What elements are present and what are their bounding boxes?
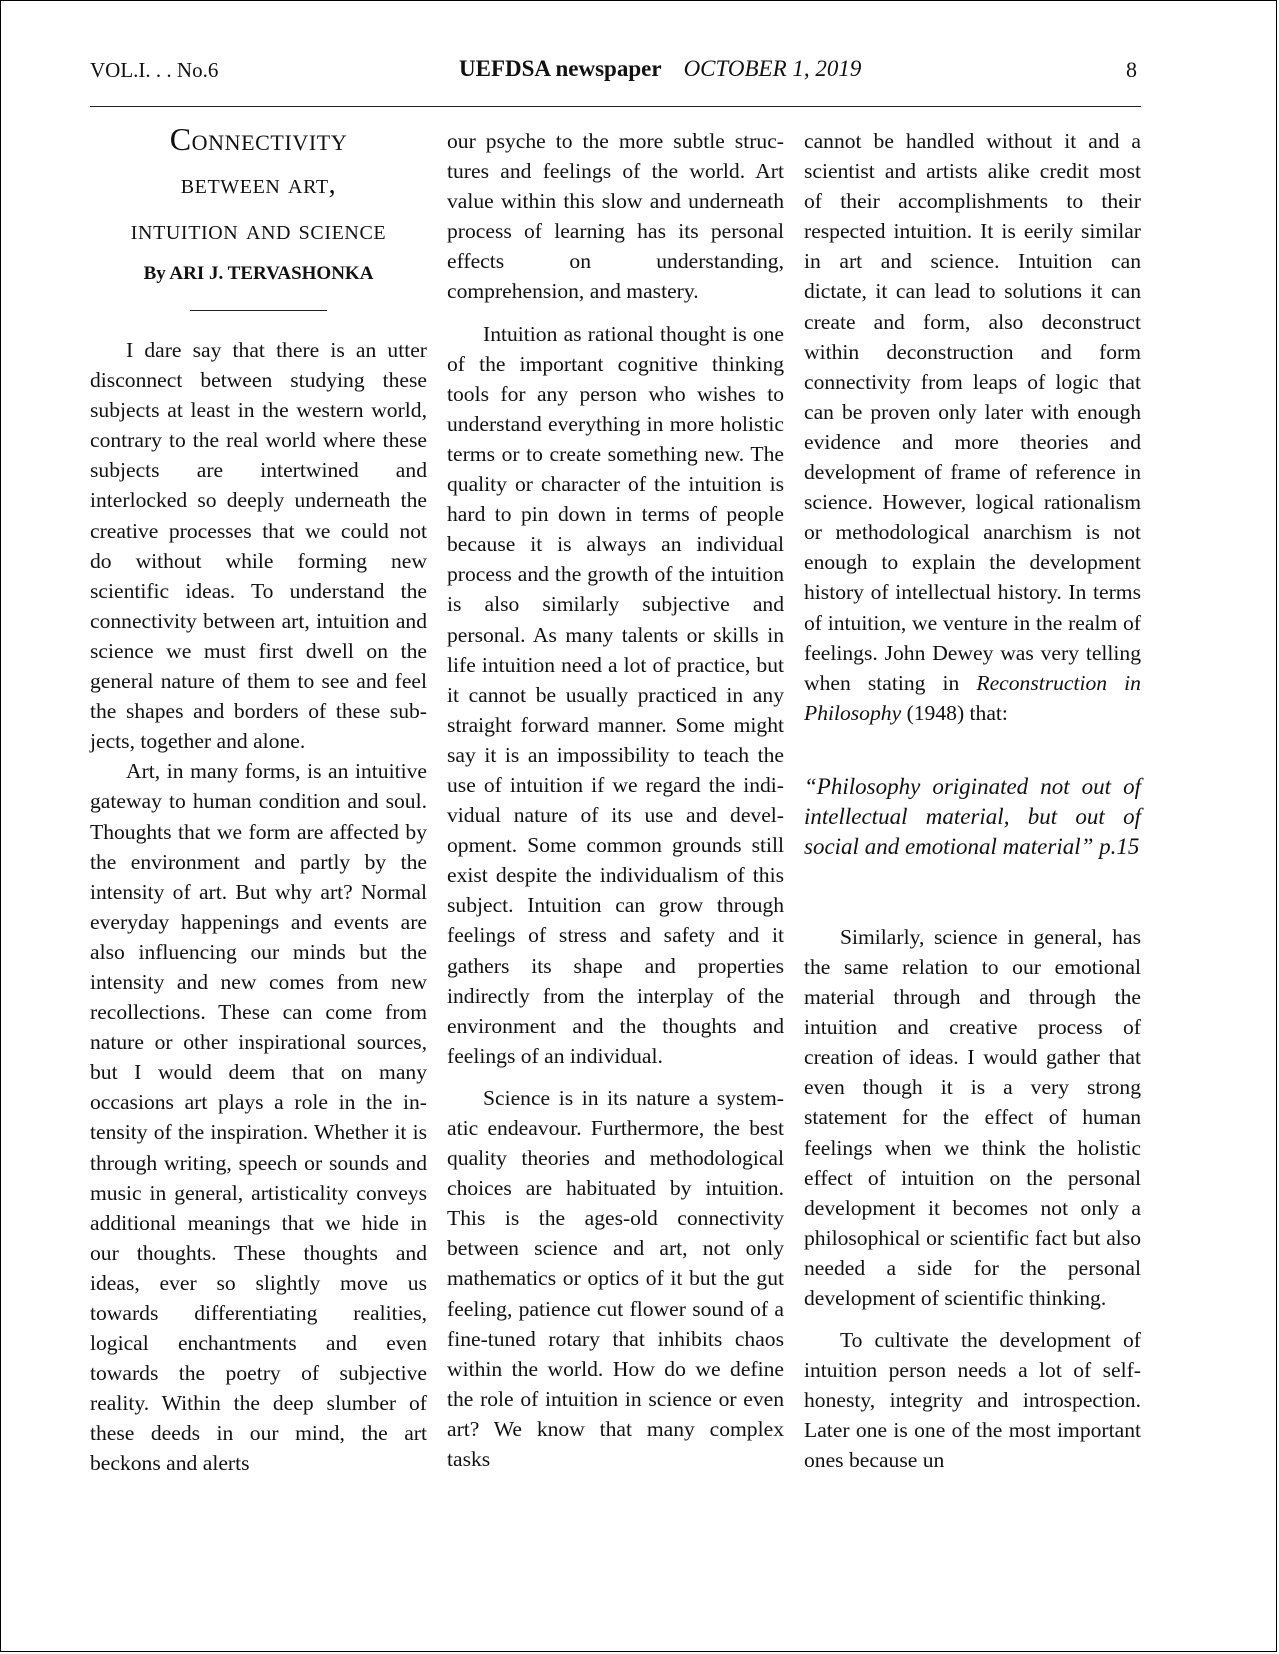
article-title-line-3: intuition and science: [130, 215, 387, 246]
paragraph: Similarly, science in general, has the same relation to our emotional material through and through the intuition and creative process of creation of ideas. I would gather that even though it is a very strong statement for the effect of human feelings when we think the holistic effect of intuition on the personal development it becomes not only a philosophical or scientific fact but also needed a side for the personal development of scientific thinking.: [804, 924, 1141, 1310]
paragraph: Art, in many forms, is an intuitive gateway to human condition and soul. Thoughts that we form are affected by the environment and partly by the intensity of art. But why art? Normal everyday happenings and events are also influencing our minds but the intensity and new comes from new recollections. These can come from nature or other inspirational sources, but I would deem that on many occasions art plays a role in the intensity of the inspiration. Whether it is through writing, speech or sounds and music in general, artisticality conveys additional meanings that we hide in our thoughts. These thoughts and ideas, ever so slightly move us towards differentiating realities, logical enchantments and even towards the poetry of subjective reality. Within the deep slumber of these deeds in our mind, the art beckons and alerts: [90, 759, 427, 1476]
column-2: [447, 126, 784, 1474]
paragraph-text: (1948) that:: [901, 700, 1008, 725]
paragraph: [804, 126, 1141, 728]
paragraph: Intuition as rational thought is one of the important cognitive thinking tools for any person who wishes to understand everything in more holistic terms or to create something new. The quality or character of the intuition is hard to pin down in terms of people because it is always an individual process and the growth of the intuition is also similarly subjective and personal. As many talents or skills in life intuition need a lot of practice, but it cannot be usually practiced in any straight forward manner. Some might say it is an impossibility to teach the use of intuition if we regard the individual nature of its use and development. Some common grounds still exist despite the individualism of this subject. Intuition can grow through feelings of stress and safety and it gathers its shape and properties indirectly from the interplay of the environment and the thoughts and feelings of an individual.: [447, 321, 784, 1068]
column-3: [804, 126, 1141, 1476]
article-title-block: [90, 116, 427, 311]
page-number: 8: [1126, 57, 1137, 82]
issue-date: OCTOBER 1, 2019: [683, 56, 862, 81]
article-title-line-2: between art,: [180, 169, 337, 200]
header-rule: [90, 106, 1141, 107]
article-title-line-1: Connectivity: [169, 121, 348, 157]
paragraph: I dare say that there is an utter disconnect between studying these subjects at least in the western world, contrary to the real world where these subjects are intertwined and interlocked so deeply underneath the creative processes that we could not do without while forming new scientific ideas. To understand the connectivity between art, intuition and science we must first dwell on the general nature of them to see and feel the shapes and borders of these subjects, together and alone.: [90, 338, 427, 754]
volume-number: VOL.I. . . No.6: [90, 58, 219, 82]
paragraph: Science is in its nature a systematic endeavour. Furthermore, the best quality theories and methodological choices are habituated by intuition. This is the ages-old connectivity between science and art, not only mathematics or optics of it but the gut feeling, patience cut flower sound of a fine-tuned rotary that inhibits chaos within the world. How do we define the role of intuition in science or even art? We know that many complex tasks: [447, 1085, 784, 1472]
paper-name: UEFDSA newspaper: [459, 56, 662, 81]
block-quote: “Philosophy originated not out of intellectual material, but out of social and emotional material” p.15: [804, 773, 1141, 859]
paragraph: To cultivate the development of intuition person needs a lot of self-honesty, integrity and introspection. Later one is one of the most important ones because un: [804, 1328, 1141, 1473]
page-header: [90, 53, 1137, 89]
book-title: Reconstruction in Philosophy: [804, 670, 1141, 725]
paragraph: our psyche to the more subtle structures and feelings of the world. Art value within this slow and underneath process of learning has its personal effects on understanding, comprehension, and mastery.: [447, 129, 784, 304]
title-separator: [190, 310, 327, 311]
column-1: [90, 116, 427, 1479]
paragraph-text: cannot be handled without it and a scientist and artists alike credit most of their accomplishments to their respected intuition. It is eerily similar in art and science. Intuition can dictate, it can lead to solutions it can create and form, also deconstruct within deconstruction and form connectivity from leaps of logic that can be proven only later with enough evidence and more theories and development of frame of reference in science. However, logical rationalism or methodological anarchism is not enough to explain the development history of intellectual history. In terms of intuition, we venture in the realm of feelings. John Dewey was very telling when stating in: [804, 129, 1141, 695]
byline: By ARI J. TERVASHONKA: [143, 263, 374, 284]
masthead: [459, 56, 861, 82]
